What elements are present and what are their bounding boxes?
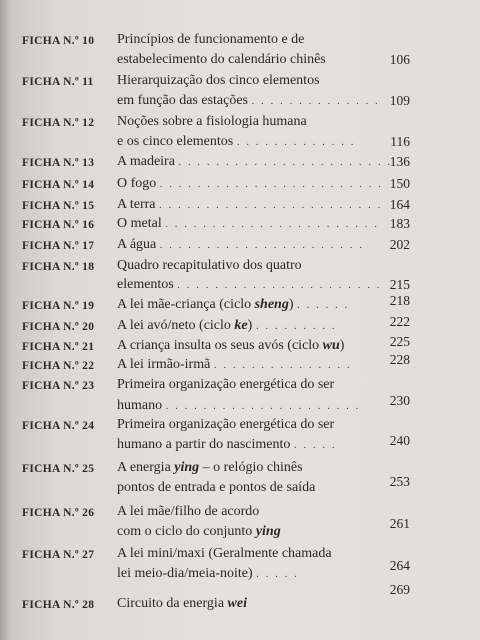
entry-label: FICHA N.º 13 (22, 157, 95, 169)
entry-label: FICHA N.º 18 (22, 261, 95, 273)
entry-title: A lei mãe-criança (ciclo sheng) . . . . . . (117, 297, 350, 312)
page-number: 116 (390, 134, 410, 149)
page-number: 202 (389, 237, 410, 252)
entry-label: FICHA N.º 19 (22, 300, 95, 312)
entry-label: FICHA N.º 12 (22, 117, 95, 129)
entry-title-cont: com o ciclo do conjunto ying (117, 524, 281, 539)
entry-label: FICHA N.º 25 (22, 463, 95, 475)
entry-title: Primeira organização energética do ser (117, 417, 335, 432)
entry-label: FICHA N.º 23 (22, 380, 95, 392)
page-number: 228 (389, 352, 410, 367)
page-number: 164 (389, 197, 410, 212)
entry-title: Quadro recapitulativo dos quatro (117, 258, 302, 273)
entry-title: A madeira . . . . . . . . . . . . . . . . . . . . . . . (117, 154, 393, 169)
entry-title: Princípios de funcionamento e de (117, 32, 305, 47)
entry-title-cont: humano a partir do nascimento . . . . . (117, 437, 337, 452)
entry-title: O metal . . . . . . . . . . . . . . . . . . . . . . . (117, 216, 379, 231)
entry-label: FICHA N.º 11 (22, 76, 94, 88)
entry-title-cont: pontos de entrada e pontos de saída (117, 480, 316, 495)
page-number: 215 (389, 277, 410, 292)
entry-label: FICHA N.º 27 (22, 549, 95, 561)
entry-title: A lei mãe/filho de acordo (117, 504, 260, 519)
entry-title: A lei mini/maxi (Geralmente chamada (117, 546, 332, 561)
entry-label: FICHA N.º 15 (22, 200, 95, 212)
entry-label: FICHA N.º 28 (22, 599, 95, 611)
entry-title: Primeira organização energética do ser (117, 377, 335, 392)
page-number: 240 (389, 433, 410, 448)
page-number: 183 (389, 216, 410, 231)
entry-label: FICHA N.º 22 (22, 360, 95, 372)
entry-title-cont: e os cinco elementos . . . . . . . . . . . . . (117, 134, 356, 149)
entry-title: A lei irmão-irmã . . . . . . . . . . . . . . . (117, 357, 352, 372)
entry-title: A energia ying – o relógio chinês (117, 460, 303, 475)
entry-title-cont: lei meio-dia/meia-noite) . . . . . (117, 566, 299, 581)
entry-title: A água . . . . . . . . . . . . . . . . . . . . . . (117, 237, 365, 252)
entry-title-cont: estabelecimento do calendário chinês (117, 52, 326, 67)
page-number: 218 (389, 293, 410, 308)
entry-title: Circuito da energia wei (117, 596, 247, 611)
entry-label: FICHA N.º 20 (22, 321, 95, 333)
page-number: 109 (389, 93, 410, 108)
entry-label: FICHA N.º 16 (22, 219, 95, 231)
entry-title: A criança insulta os seus avós (ciclo wu) (117, 338, 345, 353)
entry-title-cont: em função das estações . . . . . . . . . . . . . . (117, 93, 380, 108)
entry-label: FICHA N.º 21 (22, 341, 95, 353)
entry-label: FICHA N.º 26 (22, 507, 95, 519)
entry-title: A terra . . . . . . . . . . . . . . . . . . . . . . . . (117, 197, 383, 212)
entry-label: FICHA N.º 17 (22, 240, 95, 252)
page-number: 136 (389, 154, 410, 169)
page-number: 106 (389, 52, 410, 67)
entry-title-cont: elementos . . . . . . . . . . . . . . . . . . . . . . (117, 277, 382, 292)
page-number: 261 (389, 516, 410, 531)
page-number: 230 (389, 393, 410, 408)
page-number: 222 (389, 314, 410, 329)
page-number: 150 (389, 176, 410, 191)
entry-title-cont: humano . . . . . . . . . . . . . . . . . . . . . (117, 398, 361, 413)
entry-title: Noções sobre a fisiologia humana (117, 114, 307, 129)
entry-title: O fogo . . . . . . . . . . . . . . . . . . . . . . . . (117, 176, 384, 191)
page-number: 269 (389, 582, 410, 597)
page-number: 264 (389, 558, 410, 573)
entry-label: FICHA N.º 14 (22, 179, 95, 191)
entry-label: FICHA N.º 10 (22, 35, 95, 47)
entry-title: Hierarquização dos cinco elementos (117, 73, 320, 88)
entry-label: FICHA N.º 24 (22, 420, 95, 432)
page-number: 253 (389, 474, 410, 489)
page-number: 225 (389, 334, 410, 349)
entry-title: A lei avó/neto (ciclo ke) . . . . . . . . . (117, 318, 337, 333)
